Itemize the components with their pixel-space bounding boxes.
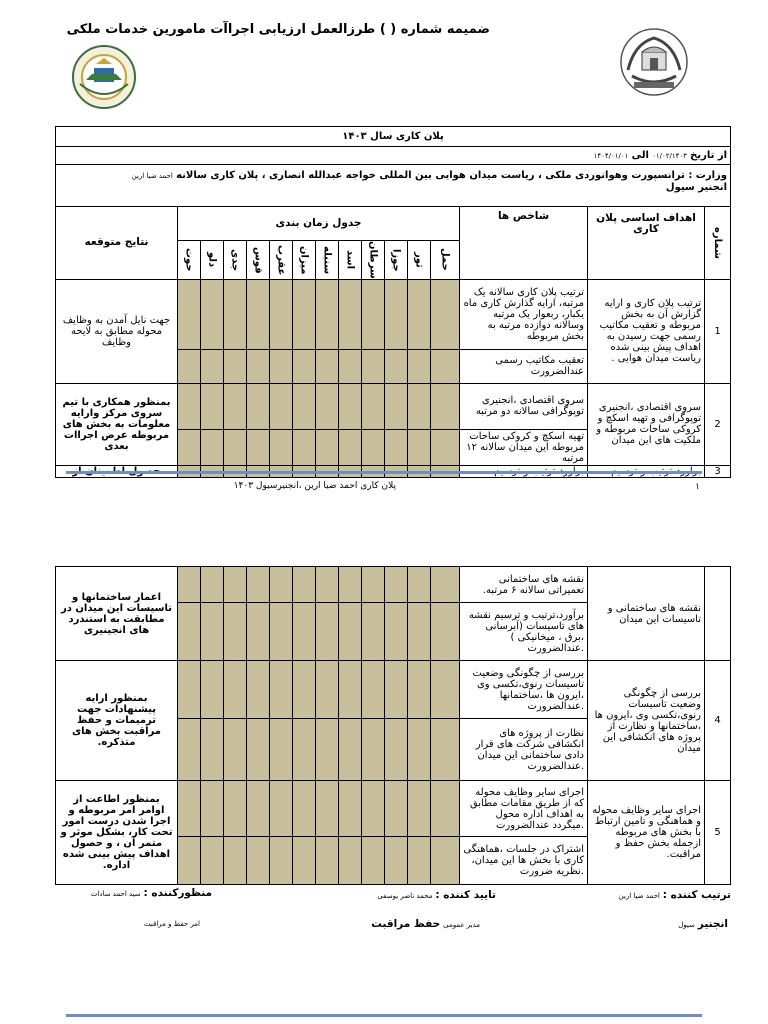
schedule-cell: [224, 603, 247, 661]
schedule-cell: [270, 383, 293, 429]
schedule-cell: [201, 349, 224, 383]
schedule-cell: [385, 567, 408, 603]
schedule-cell: [362, 279, 385, 349]
row-result: بمنظور اطاعت از اوامر امر مربوطه و اجرا شدن درست امور تحت کار، بشکل موثر و متمر آن ، و حصول اهداف پیش بینی شده اداره.: [56, 781, 178, 885]
schedule-cell: [201, 429, 224, 465]
row-objective: سروی اقتصادی ،انجنیری توپوگرافی و تهیه اسکچ و کروکی ساحات مربوطه و ملکیت های این میدان: [588, 383, 705, 465]
page-footer-caption: پلان کاری احمد ضیا ارین ،انجنیرسیول ۱۴۰۳: [233, 481, 396, 491]
document-title: ضمیمه شماره ( ) طرزالعمل ارزیابی اجراآت مامورین خدمات ملکی: [66, 22, 490, 37]
schedule-cell: [339, 661, 362, 719]
row-number: 4: [705, 661, 731, 781]
schedule-cell: [431, 719, 460, 781]
schedule-cell: [339, 383, 362, 429]
schedule-cell: [224, 349, 247, 383]
schedule-cell: [270, 603, 293, 661]
schedule-cell: [431, 837, 460, 885]
schedule-cell: [247, 837, 270, 885]
schedule-cell: [270, 279, 293, 349]
col-header-results: نتایج متوقعه: [56, 207, 178, 280]
airport-logo: [66, 44, 142, 110]
work-plan-table-continued: [55, 566, 731, 885]
schedule-cell: [247, 781, 270, 837]
plan-date-range: از تاریخ ۰۱/۰۲/۱۴۰۳ الی ۱۴۰۴/۰۱/۰۱: [56, 147, 731, 165]
schedule-cell: [385, 837, 408, 885]
schedule-cell: [270, 837, 293, 885]
prepared-title: انجنیر سیول: [678, 918, 728, 930]
schedule-cell: [293, 429, 316, 465]
row-result: بمنظور ارایه پیشنهادات جهت ترمیمات و حفظ مراقبت بخش های متذکره.: [56, 661, 178, 781]
ministry-line: وزارت : ترانسپورت وهوانوردی ملکی ، ریاست میدان هوایی بین المللی خواجه عبدالله انصاری ، پلان کاری سالانه احمد ضیا ارین انجنیر سیول: [56, 165, 731, 207]
row-indicator: نقشه های ساختمانی تعمیراتی سالانه ۶ مرتبه.: [460, 567, 588, 603]
schedule-cell: [293, 383, 316, 429]
schedule-cell: [408, 661, 431, 719]
schedule-cell: [293, 719, 316, 781]
schedule-cell: [224, 719, 247, 781]
schedule-cell: [201, 567, 224, 603]
schedule-cell: [408, 781, 431, 837]
schedule-cell: [178, 429, 201, 465]
schedule-cell: [316, 781, 339, 837]
schedule-cell: [178, 719, 201, 781]
schedule-cell: [247, 603, 270, 661]
schedule-cell: [385, 349, 408, 383]
schedule-cell: [247, 567, 270, 603]
schedule-cell: [316, 383, 339, 429]
schedule-cell: [385, 279, 408, 349]
schedule-cell: [385, 429, 408, 465]
schedule-cell: [385, 719, 408, 781]
schedule-cell: [178, 603, 201, 661]
schedule-cell: [293, 349, 316, 383]
approved-title: مدیر عمومی حفظ مراقبت: [371, 918, 480, 930]
authorized-title: امر حفظ و مراقبت: [143, 920, 200, 928]
schedule-cell: [385, 661, 408, 719]
schedule-cell: [201, 279, 224, 349]
month-5: اسد: [339, 241, 362, 280]
schedule-cell: [224, 567, 247, 603]
schedule-cell: [247, 383, 270, 429]
schedule-cell: [339, 719, 362, 781]
schedule-cell: [316, 567, 339, 603]
schedule-cell: [431, 383, 460, 429]
schedule-cell: [408, 349, 431, 383]
row-result: جهت نایل آمدن به وظایف محوله مطابق به لایحه وظایف: [56, 279, 178, 383]
col-header-objectives: اهداف اساسی پلان کاری: [588, 207, 705, 280]
month-3: جوزا: [385, 241, 408, 280]
schedule-cell: [178, 567, 201, 603]
schedule-cell: [224, 661, 247, 719]
row-objective: بررسی از چگونگی وضعیت تاسیسات رنوی،تکسی وی ،ایرون ها ،ساختمانها و نظارت از پروژه های انکشافی این میدان: [588, 661, 705, 781]
schedule-cell: [339, 567, 362, 603]
row-indicator: اجرای سایر وظایف محوله که از طریق مقامات مطابق به اهداف اداره محول .میگردد عندالضرورت: [460, 781, 588, 837]
schedule-cell: [178, 781, 201, 837]
schedule-cell: [201, 719, 224, 781]
row-objective: اجرای سایر وظایف محوله و هماهنگی و تامین ارتباط با بخش های مربوطه ازجمله بخش حفظ و مراقبت.: [588, 781, 705, 885]
schedule-cell: [339, 429, 362, 465]
schedule-cell: [293, 279, 316, 349]
schedule-cell: [316, 837, 339, 885]
schedule-cell: [247, 279, 270, 349]
schedule-cell: [362, 567, 385, 603]
schedule-cell: [408, 383, 431, 429]
schedule-cell: [293, 837, 316, 885]
month-1: حمل: [431, 241, 460, 280]
schedule-cell: [247, 429, 270, 465]
table-row: [56, 279, 731, 349]
row-number: 3: [705, 465, 731, 477]
schedule-cell: [224, 383, 247, 429]
schedule-cell: [178, 349, 201, 383]
schedule-cell: [270, 661, 293, 719]
row-number: [705, 567, 731, 661]
page-break-line: [66, 471, 702, 474]
schedule-cell: [408, 429, 431, 465]
schedule-cell: [224, 429, 247, 465]
schedule-cell: [270, 781, 293, 837]
month-8: عقرب: [270, 241, 293, 280]
schedule-cell: [293, 567, 316, 603]
schedule-cell: [362, 383, 385, 429]
schedule-cell: [201, 603, 224, 661]
schedule-cell: [270, 719, 293, 781]
row-indicator: تعقیب مکاتیب رسمی عندالضرورت: [460, 349, 588, 383]
schedule-cell: [408, 719, 431, 781]
col-header-number: شماره: [705, 207, 731, 280]
schedule-cell: [431, 781, 460, 837]
schedule-cell: [362, 661, 385, 719]
schedule-cell: [316, 279, 339, 349]
approved-by: تایید کننده : محمد ناصر یوسفی: [377, 889, 496, 901]
schedule-cell: [316, 719, 339, 781]
schedule-cell: [339, 837, 362, 885]
schedule-cell: [247, 661, 270, 719]
month-4: سرطان: [362, 241, 385, 280]
row-objective: نقشه های ساختمانی و تاسیسات این میدان: [588, 567, 705, 661]
row-number: 2: [705, 383, 731, 465]
schedule-cell: [293, 781, 316, 837]
month-6: سنبله: [316, 241, 339, 280]
schedule-cell: [201, 781, 224, 837]
month-12: حوت: [178, 241, 201, 280]
row-result: بمنظور همکاری با تیم سروی مرکز وارایه معلومات به بخش های مربوطه عرض اجراات بعدی: [56, 383, 178, 465]
schedule-cell: [431, 661, 460, 719]
schedule-cell: [362, 781, 385, 837]
page-bottom-line: [66, 1014, 702, 1017]
schedule-cell: [362, 429, 385, 465]
schedule-cell: [178, 279, 201, 349]
emirate-emblem: [614, 26, 694, 98]
row-number: 5: [705, 781, 731, 885]
schedule-cell: [408, 279, 431, 349]
schedule-cell: [339, 279, 362, 349]
schedule-cell: [385, 383, 408, 429]
schedule-cell: [316, 603, 339, 661]
schedule-cell: [431, 429, 460, 465]
schedule-cell: [270, 349, 293, 383]
schedule-cell: [293, 603, 316, 661]
row-result: اعمار ساختمانها و تاسیسات این میدان در مطابقت به استندرد های انجینیری: [56, 567, 178, 661]
schedule-cell: [362, 603, 385, 661]
schedule-cell: [339, 781, 362, 837]
month-10: جدی: [224, 241, 247, 280]
schedule-cell: [247, 349, 270, 383]
schedule-cell: [339, 349, 362, 383]
row-indicator: تهیه اسکچ و کروکی ساحات مربوطه این میدان سالانه ۱۲ مرتبه: [460, 429, 588, 465]
schedule-cell: [224, 279, 247, 349]
schedule-cell: [431, 349, 460, 383]
schedule-cell: [178, 837, 201, 885]
schedule-cell: [339, 603, 362, 661]
month-2: ثور: [408, 241, 431, 280]
schedule-cell: [201, 661, 224, 719]
schedule-cell: [224, 781, 247, 837]
work-plan-table: [55, 126, 731, 478]
col-header-indicators: شاخص ها: [460, 207, 588, 280]
table-row: [56, 781, 731, 837]
schedule-cell: [408, 567, 431, 603]
schedule-cell: [385, 781, 408, 837]
schedule-cell: [293, 661, 316, 719]
schedule-cell: [431, 279, 460, 349]
schedule-cell: [270, 429, 293, 465]
month-7: میزان: [293, 241, 316, 280]
row-indicator: نظارت از پروژه های انکشافی شرکت های قرار دادی ساختمانی این میدان .عندالضرورت: [460, 719, 588, 781]
schedule-cell: [316, 349, 339, 383]
schedule-cell: [408, 837, 431, 885]
schedule-cell: [224, 837, 247, 885]
schedule-cell: [431, 567, 460, 603]
schedule-cell: [408, 603, 431, 661]
row-number: 1: [705, 279, 731, 383]
plan-year-title: پلان کاری سال ۱۴۰۳: [56, 127, 731, 147]
schedule-cell: [316, 429, 339, 465]
schedule-cell: [201, 837, 224, 885]
schedule-cell: [270, 567, 293, 603]
table-row: [56, 383, 731, 429]
page-number: ۱: [695, 482, 700, 492]
table-row: [56, 661, 731, 719]
authorized-by: منظورکننده : سید احمد سادات: [90, 887, 212, 899]
month-9: قوس: [247, 241, 270, 280]
col-header-schedule: جدول زمان بندی: [178, 207, 460, 241]
prepared-by: ترتیب کننده : احمد ضیا ارین: [618, 889, 731, 901]
schedule-cell: [178, 383, 201, 429]
row-indicator: اشتراک در جلسات ،هماهنگی کاری با بخش ها این میدان، .نظریه ضرورت: [460, 837, 588, 885]
month-11: دلو: [201, 241, 224, 280]
schedule-cell: [201, 383, 224, 429]
schedule-cell: [431, 603, 460, 661]
schedule-cell: [247, 719, 270, 781]
schedule-cell: [316, 661, 339, 719]
schedule-cell: [362, 837, 385, 885]
schedule-cell: [385, 603, 408, 661]
row-indicator: سروی اقتصادی ،انجنیری توپوگرافی سالانه دو مرتبه: [460, 383, 588, 429]
schedule-cell: [362, 719, 385, 781]
table-row: [56, 567, 731, 603]
row-objective: ترتیب پلان کاری و ارایه گزارش آن به بخش مربوطه و تعقیب مکاتیب رسمی جهت رسیدن به اهداف پیش بینی شده ریاست میدان هوایی .: [588, 279, 705, 383]
row-indicator: بررسی از چگونگی وضعیت تاسیسات رنوی،تکسی وی ،ایرون ها ،ساختمانها .عندالضرورت: [460, 661, 588, 719]
row-indicator: برآورد،ترتیب و ترسیم نقشه های تاسیسات (آبرسانی ،برق ، میخانیکی ) .عندالضرورت: [460, 603, 588, 661]
row-indicator: ترتیب پلان کاری سالانه یک مرتبه، ارایه گذارش کاری ماه یکبار، ربعوار یک مرتبه وسالانه دوازده مرتبه به بخش مربوطه: [460, 279, 588, 349]
schedule-cell: [362, 349, 385, 383]
schedule-cell: [178, 661, 201, 719]
